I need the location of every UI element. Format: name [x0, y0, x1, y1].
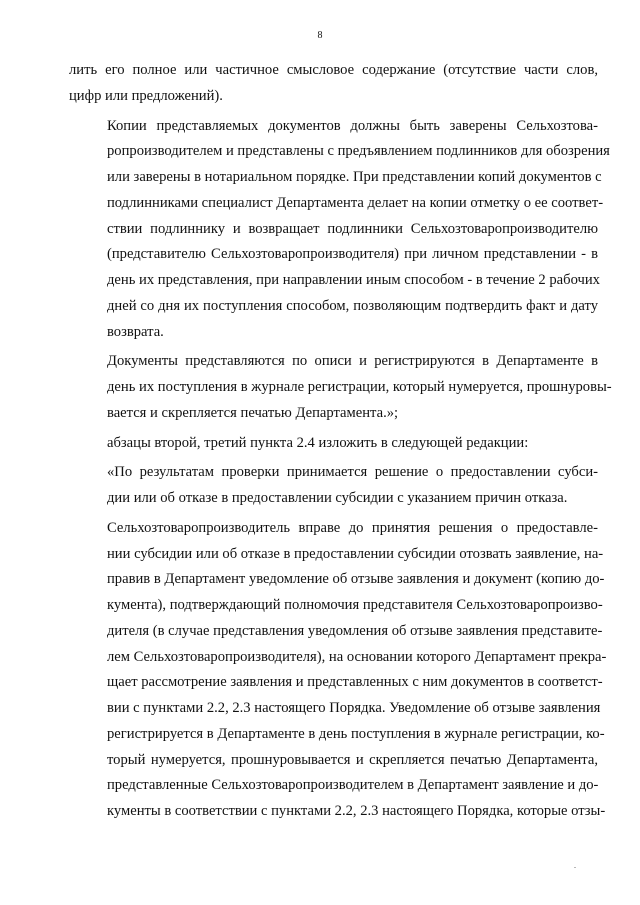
text-line: вии с пунктами 2.2, 2.3 настоящего Порядка. Уведомление об отзыве заявления	[107, 700, 601, 716]
corner-mark: .	[574, 861, 576, 870]
text-line: дней со дня их поступления способом, позволяющим подтвердить факт и дату	[107, 297, 598, 314]
text-line: правив в Департамент уведомление об отзыве заявления и документ (копию до-	[107, 571, 605, 588]
text-line: день их поступления в журнале регистрации, который нумеруется, прошнуровы-	[107, 379, 612, 395]
text-line: Документы представляются по описи и регистрируются в Департаменте в	[107, 353, 598, 370]
text-line: торый нумеруется, прошнуровывается и скрепляется печатью Департамента,	[107, 751, 598, 768]
text-line: дителя (в случае представления уведомления об отзыве заявления представите-	[107, 622, 603, 639]
text-line: регистрируется в Департаменте в день поступления в журнале регистрации, ко-	[107, 725, 605, 742]
text-line: нии субсидии или об отказе в предоставлении субсидии отозвать заявление, на-	[107, 545, 604, 562]
text-line: абзацы второй, третий пункта 2.4 изложить в следующей редакции:	[107, 434, 529, 451]
text-line: лить его полное или частичное смысловое содержание (отсутствие части слов,	[69, 62, 598, 78]
text-line: Сельхозтоваропроизводитель вправе до принятия решения о предоставле-	[107, 519, 598, 536]
text-line: цифр или предложений).	[69, 87, 223, 104]
paragraph-continuation	[69, 58, 598, 110]
document-body	[69, 58, 612, 825]
text-line: или заверены в нотариальном порядке. При представлении копий документов с	[107, 169, 602, 185]
paragraph-amendment	[69, 431, 598, 457]
text-line: щает рассмотрение заявления и представленных с ним документов в соответст-	[107, 674, 603, 691]
text-line: кументы в соответствии с пунктами 2.2, 2.3 настоящего Порядка, которые отзы-	[107, 803, 606, 819]
text-line: подлинниками специалист Департамента делает на копии отметку о ее соответ-	[107, 194, 604, 211]
text-line: ствии подлиннику и возвращает подлинники Сельхозтоваропроизводителю	[107, 220, 598, 237]
text-line: «По результатам проверки принимается решение о предоставлении субси-	[107, 464, 598, 481]
text-line: Копии представляемых документов должны быть заверены Сельхозтова-	[107, 117, 598, 134]
text-line: представленные Сельхозтоваропроизводителем в Департамент заявление и до-	[107, 777, 599, 794]
page-number: 8	[317, 30, 323, 41]
text-line: ропроизводителем и представлены с предъявлением подлинников для обозрения	[107, 143, 610, 160]
text-line: дии или об отказе в предоставлении субсидии с указанием причин отказа.	[107, 490, 568, 506]
paragraph-registration	[69, 349, 612, 426]
text-line: кумента), подтверждающий полномочия представителя Сельхозтоваропроизво-	[107, 597, 603, 613]
paragraph-withdrawal	[69, 516, 607, 825]
paragraph-decision	[69, 460, 598, 512]
paragraph-copies	[69, 114, 610, 346]
text-line: возврата.	[107, 323, 164, 340]
text-line: лем Сельхозтоваропроизводителя), на основании которого Департамент прекра-	[107, 648, 607, 665]
text-line: день их представления, при направлении иным способом - в течение 2 рабочих	[107, 272, 600, 288]
text-line: (представителю Сельхозтоваропроизводителя) при личном представлении - в	[107, 246, 598, 263]
text-line: вается и скрепляется печатью Департамента.»;	[107, 404, 399, 421]
